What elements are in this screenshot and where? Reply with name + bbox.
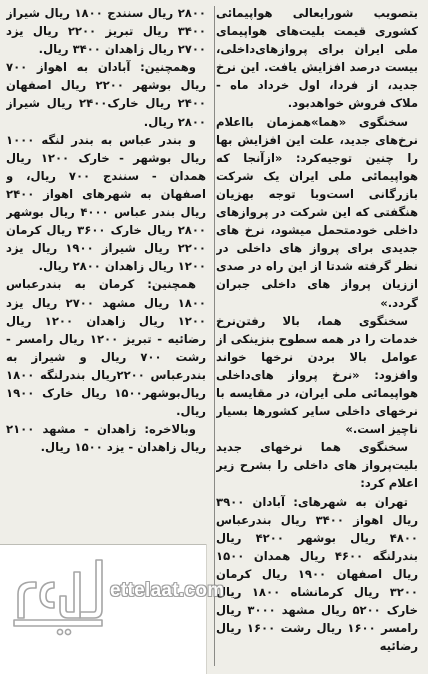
article-left-column <box>6 4 206 544</box>
article-paragraph: سخنگوی «هما»همزمان بااعلام نرخ‌های جدید، علت این افزایش بها را چنین توجیه‌کرد: «ازآنجا که هواپیمائی ملی ایران یک شرکت بازرگانی است‌وبا توجه بهزیان هنگفتی که این شرکت در پروازهای داخلی خودمتحمل میشود، نرخ های جدیدی برای پرواز های داخلی در نظر گرفته شدتا از این راه در صدی اززیان پرواز های داخلی جبران گردد.» <box>216 114 418 310</box>
article-paragraph: سخنگوی هما، بالا رفتن‌نرخ خدمات را در همه سطوح بنزینکی از عوامل بالا بردن نرخها خواند وافزود: «نرخ پرواز های‌داخلی هواپیمائی ملی ایران، در مقایسه با نرخهای داخلی سایر کشورها بسیار ناچیز است.» <box>216 313 418 437</box>
fare-list-continued: ۲۸۰۰ ریال سنندج ۱۸۰۰ ریال شیراز ۳۴۰۰ ریال تبریز ۲۲۰۰ ریال یزد ۲۷۰۰ ریال زاهدان ۳۴۰۰ ریال. <box>6 6 206 57</box>
article-lead-paragraph: بتصویب شورایعالی هواپیمائی کشوری قیمت بلیت‌های هواپیمای ملی ایران برای پروازهای‌داخلی، بیست درصد افزایش یافت. این نرخ جدید، از فردا، اول خرداد ماه - ملاک فروش خواهدبود. <box>216 6 418 111</box>
fare-list-bandarabbas-isfahan: و بندر عباس به بندر لنگه ۱۰۰۰ ریال بوشهر - خارک ۱۲۰۰ ریال همدان - سنندج ۷۰۰ ریال، و اصفهان به شهرهای اهواز ۲۴۰۰ ریال بندر عباس ۴۰۰۰ ریال بوشهر ۲۸۰۰ ریال خارک ۳۶۰۰ ریال کرمان ۲۲۰۰ ریال شیراز ۱۹۰۰ ریال یزد ۱۲۰۰ ریال زاهدان ۲۸۰۰ ریال. <box>6 132 206 274</box>
fare-list-tehran: تهران به شهرهای: آبادان ۳۹۰۰ ریال اهواز ۳۴۰۰ ریال بندرعباس ۴۸۰۰ ریال بوشهر ۴۲۰۰ ریال بندرلنگه ۴۶۰۰ ریال همدان ۱۵۰۰ ریال اصفهان ۱۹۰۰ ریال کرمان ۳۲۰۰ ریال کرمانشاه ۱۸۰۰ ریال خارک ۵۲۰۰ ریال مشهد ۳۰۰۰ ریال رامسر ۱۶۰۰ ریال رشت ۱۶۰۰ ریال رضائیه <box>216 494 418 654</box>
fare-list-zahedan: وبالاخره: زاهدان - مشهد ۲۱۰۰ ریال زاهدان - یزد ۱۵۰۰ ریال. <box>6 422 206 455</box>
fare-list-abadan: وهمچنین: آبادان به اهواز ۷۰۰ ریال بوشهر ۲۲۰۰ ریال اصفهان ۲۴۰۰ ریال خارک۲۴۰۰ ریال شیراز ۲۸۰۰ ریال. <box>6 60 206 129</box>
ettelaat-watermark <box>10 548 250 638</box>
ettelaat-logo-icon <box>10 552 106 636</box>
watermark-site-url: ettelaat.com <box>110 580 225 601</box>
article-paragraph: سخنگوی هما نرخهای جدید بلیت‌پرواز های داخلی را بشرح زیر اعلام کرد: <box>216 440 418 491</box>
fare-list-kerman-shiraz: همچنین: کرمان به بندرعباس ۱۸۰۰ ریال مشهد ۲۷۰۰ ریال یزد ۱۲۰۰ ریال زاهدان ۱۲۰۰ ریال رضائیه - تبریز ۱۲۰۰ ریال رامسر - رشت ۷۰۰ ریال و شیراز به بندرعباس ۲۲۰۰ریال بندرلنگه ۱۸۰۰ ریال‌بوشهر۱۵۰۰ ریال خارک ۱۹۰۰ ریال. <box>6 277 206 419</box>
